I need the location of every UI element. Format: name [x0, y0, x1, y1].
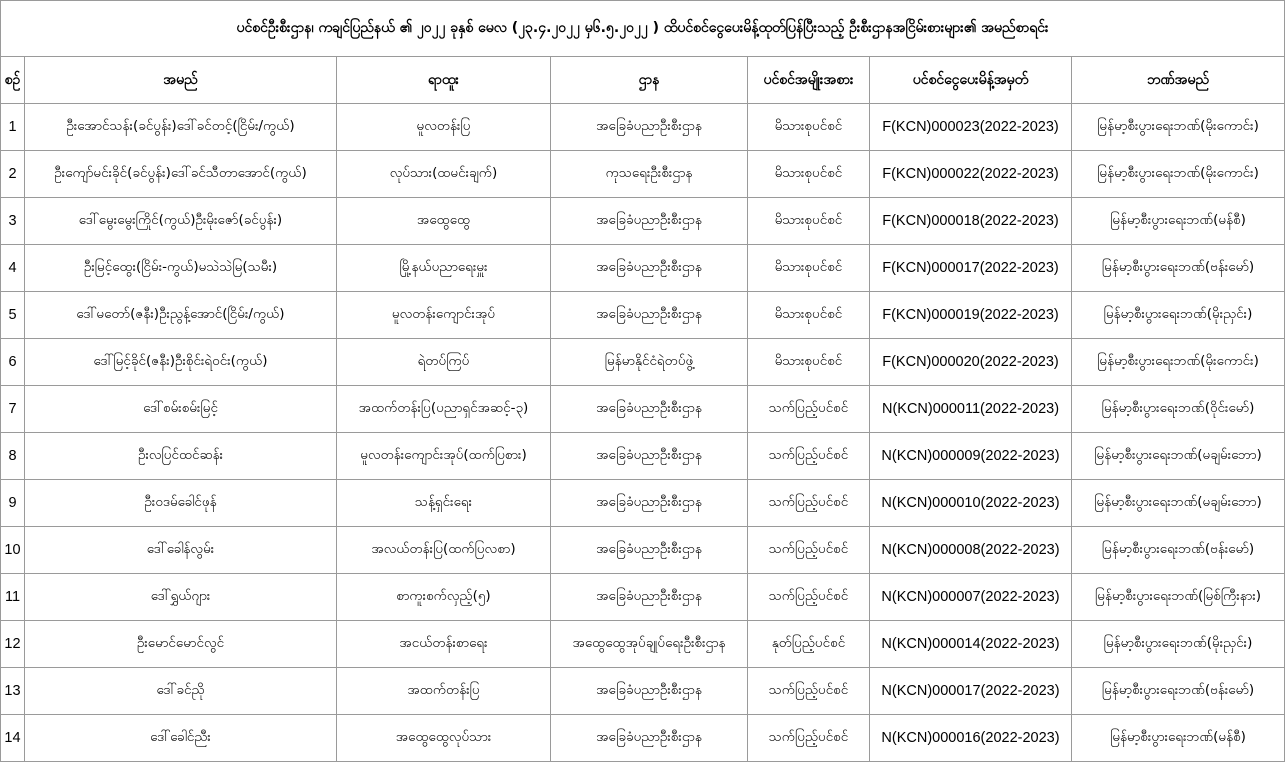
serial-cell: 2 — [1, 151, 25, 198]
pension-order-cell: N(KCN)000008(2022-2023) — [870, 527, 1072, 574]
serial-cell: 6 — [1, 339, 25, 386]
position-cell: မြို့နယ်ပညာရေးမှူး — [337, 245, 551, 292]
name-cell: ဒေါ်မတော်(ဇနီး)ဦးညွန့်အောင်(ငြိမ်း/ကွယ်) — [25, 292, 337, 339]
department-cell: အခြေခံပညာဦးစီးဌာန — [551, 198, 748, 245]
department-cell: ကုသရေးဦးစီးဌာန — [551, 151, 748, 198]
serial-cell: 13 — [1, 668, 25, 715]
pension-order-cell: N(KCN)000009(2022-2023) — [870, 433, 1072, 480]
table-row — [1, 386, 1285, 433]
header-pension-order-no: ပင်စင်ငွေပေးမိန့်အမှတ် — [870, 57, 1072, 104]
department-cell: အခြေခံပညာဦးစီးဌာန — [551, 292, 748, 339]
pension-order-cell: F(KCN)000018(2022-2023) — [870, 198, 1072, 245]
bank-cell: မြန်မာ့စီးပွားရေးဘဏ်(မန်စီ) — [1072, 715, 1285, 762]
name-cell: ဒေါ်မြင့်ခိုင်(ဇနီး)ဦးစိုင်းရဲဝင်း(ကွယ်) — [25, 339, 337, 386]
bank-cell: မြန်မာ့စီးပွားရေးဘဏ်(မိုးကောင်း) — [1072, 151, 1285, 198]
name-cell: ဦးဝဒမ်ခေါင်ဖုန် — [25, 480, 337, 527]
department-cell: မြန်မာနိုင်ငံရဲတပ်ဖွဲ့ — [551, 339, 748, 386]
department-cell: အခြေခံပညာဦးစီးဌာန — [551, 574, 748, 621]
serial-cell: 8 — [1, 433, 25, 480]
name-cell: ဒေါ်ရွှယ်ဂျား — [25, 574, 337, 621]
serial-cell: 11 — [1, 574, 25, 621]
position-cell: ရဲတပ်ကြပ် — [337, 339, 551, 386]
pension-type-cell: မိသားစုပင်စင် — [748, 292, 870, 339]
header-department: ဌာန — [551, 57, 748, 104]
serial-cell: 5 — [1, 292, 25, 339]
serial-cell: 3 — [1, 198, 25, 245]
name-cell: ဦးမြင့်ထွေး(ငြိမ်း-ကွယ်)မသဲသဲမြ(သမီး) — [25, 245, 337, 292]
department-cell: အခြေခံပညာဦးစီးဌာန — [551, 527, 748, 574]
position-cell: စာကူးစက်လှည့်(၅) — [337, 574, 551, 621]
bank-cell: မြန်မာ့စီးပွားရေးဘဏ်(ဝိုင်းမော်) — [1072, 386, 1285, 433]
department-cell: အခြေခံပညာဦးစီးဌာန — [551, 104, 748, 151]
serial-cell: 7 — [1, 386, 25, 433]
bank-cell: မြန်မာ့စီးပွားရေးဘဏ်(မိုးညှင်း) — [1072, 292, 1285, 339]
pension-order-cell: N(KCN)000010(2022-2023) — [870, 480, 1072, 527]
name-cell: ဒေါ်စမ်းစမ်းမြင့် — [25, 386, 337, 433]
bank-cell: မြန်မာ့စီးပွားရေးဘဏ်(မချမ်းဘော) — [1072, 480, 1285, 527]
serial-cell: 1 — [1, 104, 25, 151]
table-row — [1, 151, 1285, 198]
header-position: ရာထူး — [337, 57, 551, 104]
pension-type-cell: သက်ပြည့်ပင်စင် — [748, 668, 870, 715]
position-cell: အငယ်တန်းစာရေး — [337, 621, 551, 668]
header-serial: စဉ် — [1, 57, 25, 104]
table-row — [1, 292, 1285, 339]
position-cell: အထွေထွေ — [337, 198, 551, 245]
table-row — [1, 433, 1285, 480]
serial-cell: 12 — [1, 621, 25, 668]
name-cell: ဒေါ်ခေါင်ညီး — [25, 715, 337, 762]
pension-order-cell: N(KCN)000007(2022-2023) — [870, 574, 1072, 621]
name-cell: ဦးလပြင်ထင်ဆန်း — [25, 433, 337, 480]
name-cell: ဒေါ်မွေးမွေးကြိုင်(ကွယ်)ဦးမိုးဇော်(ခင်ပွန်း) — [25, 198, 337, 245]
pension-type-cell: နုတ်ပြည့်ပင်စင် — [748, 621, 870, 668]
pension-type-cell: သက်ပြည့်ပင်စင် — [748, 480, 870, 527]
bank-cell: မြန်မာ့စီးပွားရေးဘဏ်(ဗန်းမော်) — [1072, 245, 1285, 292]
pension-order-cell: F(KCN)000020(2022-2023) — [870, 339, 1072, 386]
department-cell: အခြေခံပညာဦးစီးဌာန — [551, 480, 748, 527]
table-row — [1, 668, 1285, 715]
position-cell: သန့်ရှင်းရေး — [337, 480, 551, 527]
table-row — [1, 574, 1285, 621]
pension-type-cell: သက်ပြည့်ပင်စင် — [748, 527, 870, 574]
bank-cell: မြန်မာ့စီးပွားရေးဘဏ်(မိုးကောင်း) — [1072, 104, 1285, 151]
position-cell: မူလတန်းပြ — [337, 104, 551, 151]
position-cell: လုပ်သား(ထမင်းချက်) — [337, 151, 551, 198]
position-cell: အထွေထွေလုပ်သား — [337, 715, 551, 762]
pension-order-cell: F(KCN)000017(2022-2023) — [870, 245, 1072, 292]
bank-cell: မြန်မာ့စီးပွားရေးဘဏ်(မိုးညှင်း) — [1072, 621, 1285, 668]
pension-type-cell: မိသားစုပင်စင် — [748, 339, 870, 386]
header-bank-name: ဘဏ်အမည် — [1072, 57, 1285, 104]
serial-cell: 4 — [1, 245, 25, 292]
department-cell: အခြေခံပညာဦးစီးဌာန — [551, 668, 748, 715]
serial-cell: 14 — [1, 715, 25, 762]
table-row — [1, 715, 1285, 762]
serial-cell: 10 — [1, 527, 25, 574]
pension-order-cell: F(KCN)000022(2022-2023) — [870, 151, 1072, 198]
name-cell: ဦးမောင်မောင်လွင် — [25, 621, 337, 668]
pension-order-cell: N(KCN)000017(2022-2023) — [870, 668, 1072, 715]
department-cell: အခြေခံပညာဦးစီးဌာန — [551, 715, 748, 762]
name-cell: ဦးကျော်မင်းခိုင်(ခင်ပွန်း)ဒေါ်ခင်သီတာအောင်(ကွယ်) — [25, 151, 337, 198]
header-name: အမည် — [25, 57, 337, 104]
department-cell: အခြေခံပညာဦးစီးဌာန — [551, 433, 748, 480]
position-cell: မူလတန်းကျောင်းအုပ် — [337, 292, 551, 339]
pension-type-cell: မိသားစုပင်စင် — [748, 245, 870, 292]
pension-order-cell: F(KCN)000023(2022-2023) — [870, 104, 1072, 151]
pension-type-cell: သက်ပြည့်ပင်စင် — [748, 433, 870, 480]
bank-cell: မြန်မာ့စီးပွားရေးဘဏ်(မချမ်းဘော) — [1072, 433, 1285, 480]
position-cell: အထက်တန်းပြ(ပညာရှင်အဆင့်-၃) — [337, 386, 551, 433]
pension-type-cell: သက်ပြည့်ပင်စင် — [748, 574, 870, 621]
header-pension-type: ပင်စင်အမျိုးအစား — [748, 57, 870, 104]
position-cell: အထက်တန်းပြ — [337, 668, 551, 715]
name-cell: ဒေါ်ခေါန်လွမ်း — [25, 527, 337, 574]
serial-cell: 9 — [1, 480, 25, 527]
pension-order-cell: N(KCN)000016(2022-2023) — [870, 715, 1072, 762]
table-body — [1, 104, 1285, 762]
bank-cell: မြန်မာ့စီးပွားရေးဘဏ်(ဗန်းမော်) — [1072, 527, 1285, 574]
pension-type-cell: သက်ပြည့်ပင်စင် — [748, 386, 870, 433]
sheet-title: ပင်စင်ဦးစီးဌာန၊ ကချင်ပြည်နယ် ၏ ၂၀၂၂ ခုနှစ် မေလ (၂၃.၄.၂၀၂၂ မှ၆.၅.၂၀၂၂ ) ထိပင်စင်ငွေပေးမိန့်ထုတ်ပြန်ပြီးသည့် ဦးစီးဌာနအငြိမ်းစားများ၏ အမည်စာရင်း — [1, 1, 1285, 57]
position-cell: မူလတန်းကျောင်းအုပ်(ထက်ပြစား) — [337, 433, 551, 480]
table-row — [1, 104, 1285, 151]
pension-order-cell: F(KCN)000019(2022-2023) — [870, 292, 1072, 339]
table-row — [1, 621, 1285, 668]
table-row — [1, 198, 1285, 245]
table-row — [1, 245, 1285, 292]
table-row — [1, 527, 1285, 574]
pension-order-cell: N(KCN)000014(2022-2023) — [870, 621, 1072, 668]
name-cell: ဦးအောင်သန်း(ခင်ပွန်း)ဒေါ်ခင်တင့်(ငြိမ်း/ကွယ်) — [25, 104, 337, 151]
department-cell: အထွေထွေအုပ်ချုပ်ရေးဦးစီးဌာန — [551, 621, 748, 668]
position-cell: အလယ်တန်းပြ(ထက်ပြလစာ) — [337, 527, 551, 574]
department-cell: အခြေခံပညာဦးစီးဌာန — [551, 386, 748, 433]
bank-cell: မြန်မာ့စီးပွားရေးဘဏ်(ဗန်းမော်) — [1072, 668, 1285, 715]
pension-order-cell: N(KCN)000011(2022-2023) — [870, 386, 1072, 433]
bank-cell: မြန်မာ့စီးပွားရေးဘဏ်(မန်စီ) — [1072, 198, 1285, 245]
pension-type-cell: မိသားစုပင်စင် — [748, 198, 870, 245]
pension-type-cell: မိသားစုပင်စင် — [748, 104, 870, 151]
name-cell: ဒေါ်ခင်ညို — [25, 668, 337, 715]
table-row — [1, 480, 1285, 527]
table-row — [1, 339, 1285, 386]
pension-type-cell: မိသားစုပင်စင် — [748, 151, 870, 198]
header-row — [1, 57, 1285, 104]
department-cell: အခြေခံပညာဦးစီးဌာန — [551, 245, 748, 292]
pension-type-cell: သက်ပြည့်ပင်စင် — [748, 715, 870, 762]
bank-cell: မြန်မာ့စီးပွားရေးဘဏ်(မြစ်ကြီးနား) — [1072, 574, 1285, 621]
bank-cell: မြန်မာ့စီးပွားရေးဘဏ်(မိုးကောင်း) — [1072, 339, 1285, 386]
